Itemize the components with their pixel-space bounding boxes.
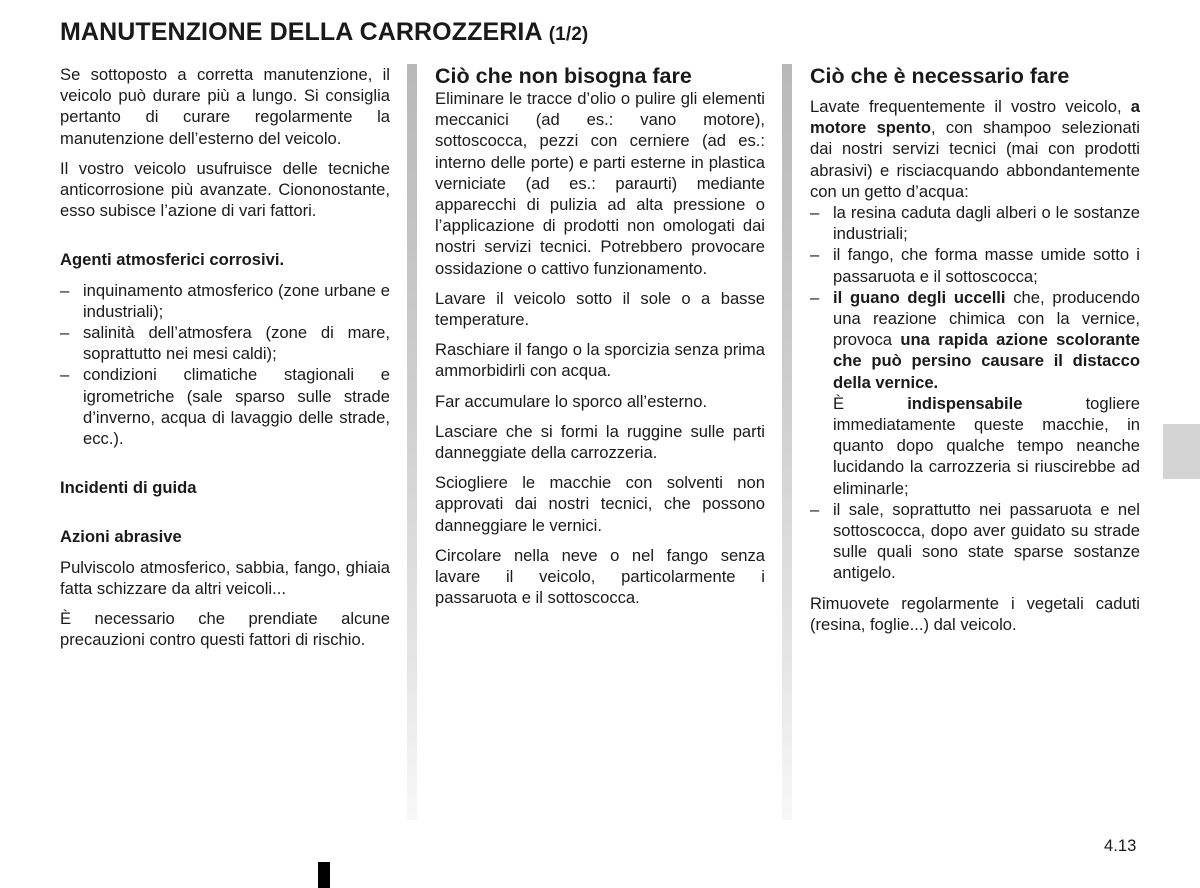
section-tab-marker: [1163, 424, 1200, 479]
list-item: – inquinamento atmosferico (zone urbane e industriali);: [60, 280, 390, 322]
indispensable-emphasis: indispensabile: [907, 393, 1023, 413]
list-item: [810, 287, 1140, 499]
agents-heading: Agenti atmosferici corrosivi.: [60, 250, 285, 270]
list-item: – salinità dell’atmosfera (zone di mare, soprattutto nei mesi caldi);: [60, 322, 390, 364]
column-divider-1: [407, 64, 417, 820]
dont-paragraph: Raschiare il fango o la sporcizia senza prima ammorbidirli con acqua.: [435, 340, 765, 381]
dont-paragraph: Eliminare le tracce d’olio o pulire gli elementi meccanici (ad es.: vano motore), sottoscocca, pezzi con cerniere (ad es.: interno delle porte) e parti esterne in plastica verniciate (ad es.: paraurti) mediante apparecchi di pulizia ad alta pressione o l’applicazione di prodotti non omologati dai nostri servizi tecnici. Potrebbero provocare ossidazione o cattivo funzionamento.: [435, 89, 765, 278]
do-heading: Ciò che è necessario fare: [810, 64, 1070, 88]
page-title-text: MANUTENZIONE DELLA CARROZZERIA: [60, 18, 542, 46]
column-right: [810, 64, 1140, 644]
dont-paragraph: Lavare il veicolo sotto il sole o a basse temperature.: [435, 288, 765, 330]
precautions-paragraph: È necessario che prendiate alcune precauzioni contro questi fattori di rischio.: [60, 609, 390, 650]
do-list: [810, 202, 1140, 584]
anticorrosion-paragraph: Il vostro veicolo usufruisce delle tecniche anticorrosione più avanzate. Ciononostante, esso subisce l’azione di vari fattori.: [60, 158, 390, 221]
dont-heading: Ciò che non bisogna fare: [435, 64, 692, 88]
list-item: – la resina caduta dagli alberi o le sostanze industriali;: [810, 202, 1140, 244]
list-item: – il fango, che forma masse umide sotto i passaruota e il sottoscocca;: [810, 244, 1140, 286]
abrasive-text: Pulviscolo atmosferico, sabbia, fango, ghiaia fatta schizzare da altri veicoli...: [60, 557, 390, 598]
dont-paragraph: Circolare nella neve o nel fango senza lavare il veicolo, particolarmente i passaruota e il sottoscocca.: [435, 545, 765, 608]
column-left: [60, 64, 390, 659]
page-title-suffix: (1/2): [548, 24, 589, 45]
wash-text-end: , con shampoo selezionati dai nostri servizi tecnici (mai con prodotti abrasivi) e risciacquando abbondantemente con un getto d’acqua:: [810, 118, 1140, 201]
print-mark: [318, 862, 330, 888]
list-item: – il sale, soprattutto nei passaruota e nel sottoscocca, dopo aver guidato su strade sulle quali sono state sparse sostanze antigelo.: [810, 499, 1140, 584]
dont-paragraph: Lasciare che si formi la ruggine sulle parti danneggiate della carrozzeria.: [435, 421, 765, 463]
indispensable-text: togliere immediatamente queste macchie, in quanto dopo qualche tempo neanche lucidando la carrozzeria si riuscirebbe ad eliminarle;: [833, 393, 1140, 498]
indispensable-prefix: È: [833, 393, 908, 413]
dont-paragraph: Sciogliere le macchie con solventi non approvati dai nostri tecnici, che possono danneggiare le vernici.: [435, 473, 765, 535]
wash-paragraph: [810, 96, 1140, 202]
remove-vegetation-paragraph: Rimuovete regolarmente i vegetali caduti (resina, foglie...) dal veicolo.: [810, 593, 1140, 634]
abrasive-heading: Azioni abrasive: [60, 527, 182, 547]
engine-off-emphasis: a motore spento: [810, 97, 1140, 138]
page-number: 4.13: [1104, 836, 1137, 855]
intro-paragraph: Se sottoposto a corretta manutenzione, il veicolo può durare più a lungo. Si consiglia pertanto di curare regolarmente la manutenzione dell’esterno del veicolo.: [60, 65, 390, 148]
dont-paragraph: Far accumulare lo sporco all’esterno.: [435, 391, 708, 411]
bird-guano-text: che, producendo una reazione chimica con la vernice, provoca: [833, 287, 1140, 350]
column-divider-2: [782, 64, 792, 820]
agents-list: [60, 280, 390, 450]
wash-text: Lavate frequentemente il vostro veicolo,: [810, 97, 1131, 116]
column-middle: [435, 64, 765, 617]
page-title: [60, 18, 588, 47]
list-item: – condizioni climatiche stagionali e igrometriche (sale sparso sulle strade d’inverno, acqua di lavaggio delle strade, ecc.).: [60, 364, 390, 449]
incidents-heading: Incidenti di guida: [60, 478, 197, 498]
bird-guano-emphasis: il guano degli uccelli: [833, 287, 1006, 307]
discoloration-warning: una rapida azione scolorante che può persino causare il distacco della vernice.: [833, 330, 1140, 392]
